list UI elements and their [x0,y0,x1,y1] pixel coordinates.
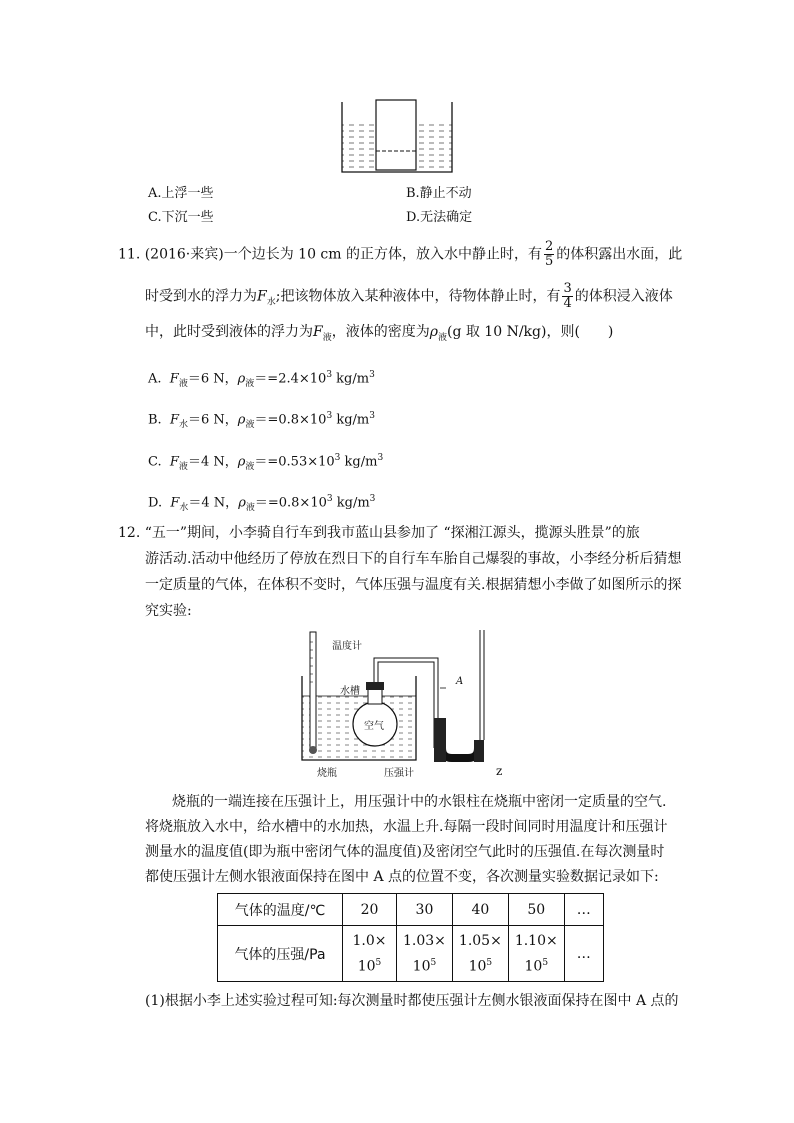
density-value: ＝=0.8×10 [254,412,327,428]
superscript: 3 [369,494,376,504]
data-table [217,893,604,982]
table-row [218,926,604,982]
q11-text: 的体积露出水面，此 [556,246,683,263]
superscript: 3 [326,411,333,421]
force-symbol: F [169,454,179,470]
pressure-mantissa: 1.05× [458,932,502,949]
density-symbol: ρ [237,371,246,387]
superscript: 3 [369,370,375,380]
density-symbol: ρ [238,495,246,511]
q12-sub-1: (1)根据小李上述实验过程可知:每次测量时都使压强计左侧水银液面保持在图中 A 点的 [145,993,679,1009]
force-symbol: F [169,412,179,428]
unit: kg/m [340,454,378,470]
density-symbol: ρ [429,324,438,340]
subscript: 液 [437,332,447,343]
table-cell: … [564,926,603,982]
q12-para-4: 都使压强计左侧水银液面保持在图中 A 点的位置不变，各次测量实验数据记录如下: [145,869,659,885]
superscript: 3 [369,411,375,421]
table-cell: … [564,894,603,926]
force-value: ＝6 N， [187,371,238,387]
pressure-base: 10 [357,958,376,975]
fraction-denominator: 4 [563,296,572,311]
table-header-pressure: 气体的压强/Pa [218,926,343,982]
label-water-tank: 水槽 [340,686,360,697]
subscript: 液 [245,461,255,472]
unit: kg/m [332,412,370,428]
q12-para-2: 将烧瓶放入水中，给水槽中的水加热，水温上升.每隔一段时间同时用温度计和压强计 [145,819,668,835]
table-cell [343,926,397,982]
superscript: 5 [486,957,493,968]
table-cell [452,926,508,982]
density-value: ＝=0.8×10 [254,495,327,511]
q10-option-d: D.无法确定 [406,210,473,225]
q11-text: ，液体的密度为 [331,324,430,340]
table-cell: 40 [452,894,508,926]
label-point-a: A [456,676,464,687]
label-air: 空气 [364,721,384,732]
q11-text: 时受到水的浮力为 [145,288,257,305]
option-letter: B. [148,412,162,428]
pressure-mantissa: 1.0× [352,932,387,949]
density-value: ＝=0.53×10 [254,454,335,470]
force-value: ＝4 N， [187,454,238,470]
q11-text: 中，此时受到液体的浮力为 [145,324,313,340]
table-header-temperature: 气体的温度/℃ [218,894,343,926]
q11-text: 的体积浸入液体 [574,288,673,305]
unit: kg/m [332,371,370,387]
q12-line-3: 一定质量的气体，在体积不变时，气体压强与温度有关.根据猜想小李做了如图所示的探 [145,577,682,593]
table-cell: 20 [343,894,397,926]
superscript: 3 [326,370,333,380]
table-row [218,894,604,926]
label-thermometer: 温度计 [332,641,362,652]
density-value: ＝=2.4×10 [254,371,327,387]
superscript: 3 [377,453,384,463]
label-z: z [496,764,503,778]
density-symbol: ρ [237,454,246,470]
superscript: 5 [430,957,437,968]
q11-option-b [148,406,375,435]
q10-option-b: B.静止不动 [406,186,472,201]
density-symbol: ρ [237,412,246,428]
q11-line-3 [145,322,613,348]
q12-line-2: 游活动.活动中他经历了停放在烈日下的自行车车胎自己爆裂的事故，小李经分析后猜想 [145,551,682,567]
pressure-base: 10 [524,958,543,975]
fraction-2-5 [544,240,554,269]
superscript: 5 [375,957,382,968]
superscript: 5 [542,957,549,968]
superscript: 3 [334,453,341,463]
q11-text: 11. (2016·来宾)一个边长为 10 cm 的正方体，放入水中静止时，有 [118,246,542,263]
q10-option-a: A.上浮一些 [148,186,214,201]
table-cell: 30 [397,894,453,926]
q11-text: ;把该物体放入某种液体中，待物体静止时，有 [275,288,561,305]
apparatus-figure [290,628,510,780]
q11-line-1 [118,240,682,269]
table-cell [508,926,564,982]
force-symbol: F [170,495,180,511]
superscript: 3 [326,494,333,504]
option-letter: D. [148,495,163,511]
q11-text: (g 取 10 N/kg)，则( ) [446,324,614,340]
pressure-mantissa: 1.10× [514,932,558,949]
fraction-numerator: 3 [563,281,572,296]
q12-line-4: 究实验: [145,603,192,619]
subscript: 液 [245,419,255,430]
table-cell: 50 [508,894,564,926]
subscript: 液 [178,461,188,472]
subscript: 液 [322,332,332,343]
subscript: 液 [245,378,255,389]
q10-option-c: C.下沉一些 [148,210,214,225]
force-value: ＝6 N， [188,412,238,428]
q11-option-d [148,489,375,518]
q12-para-3: 测量水的温度值(即为瓶中密闭气体的温度值)及密闭空气此时的压强值.在每次测量时 [145,844,665,860]
force-symbol: F [169,371,179,387]
force-value: ＝4 N， [188,495,239,511]
label-gauge: 压强计 [384,768,414,779]
q11-option-a [148,365,375,394]
force-symbol: F [313,324,323,340]
fraction-3-4 [562,282,572,311]
fraction-numerator: 2 [545,239,554,254]
q11-option-c [148,448,383,477]
label-flask: 烧瓶 [317,768,337,779]
pressure-base: 10 [468,958,487,975]
subscript: 液 [178,378,188,389]
option-letter: C. [148,454,162,470]
subscript: 水 [178,419,188,430]
subscript: 水 [266,297,276,308]
pressure-base: 10 [412,958,431,975]
q12-line-1: 12. “五一”期间，小李骑自行车到我市蓝山县参加了 “探湘江源头，揽源头胜景”的旅 [118,525,640,541]
beaker-figure [338,98,456,178]
q11-line-2 [145,282,673,312]
pressure-mantissa: 1.03× [403,932,446,949]
q12-para-1: 烧瓶的一端连接在压强计上，用压强计中的水银柱在烧瓶中密闭一定质量的空气. [172,794,667,810]
force-symbol: F [257,288,267,305]
subscript: 液 [245,502,255,513]
fraction-denominator: 5 [545,254,554,269]
subscript: 水 [179,502,189,513]
table-cell [397,926,453,982]
unit: kg/m [332,495,370,511]
option-letter: A. [148,371,162,387]
